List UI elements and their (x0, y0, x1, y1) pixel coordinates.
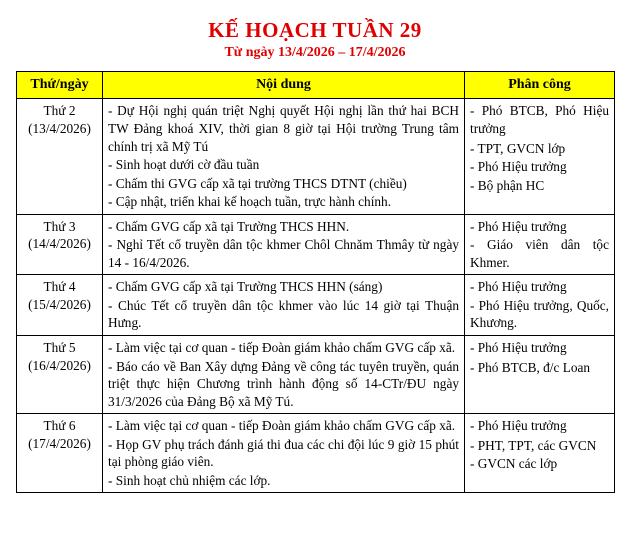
assignment-line: - TPT, GVCN lớp (470, 140, 566, 156)
assignment-cell (465, 336, 615, 414)
day-name: Thứ 3 (43, 218, 76, 234)
table-header-row (17, 72, 615, 99)
column-header-assignment: Phân công (465, 72, 615, 99)
assignment-line: - Phó Hiệu trưởng (470, 418, 567, 434)
column-header-content: Nội dung (103, 72, 465, 99)
day-date: (17/4/2026) (28, 435, 91, 451)
content-line: - Chấm GVG cấp xã tại Trường THCS HHN. (108, 218, 350, 234)
content-line: - Cập nhật, triển khai kế hoạch tuần, trực hành chính. (108, 194, 392, 210)
content-line: - Chấm thi GVG cấp xã tại trường THCS DTNT (chiều) (108, 175, 407, 191)
content-line: - Chấm GVG cấp xã tại Trường THCS HHN (sáng) (108, 279, 383, 295)
day-date: (14/4/2026) (28, 236, 91, 252)
content-line: - Họp GV phụ trách đánh giá thi đua các chi đội lúc 9 giờ 15 phút tại phòng giáo viên. (108, 436, 459, 470)
content-cell (103, 275, 465, 336)
day-cell (17, 414, 103, 493)
day-cell (17, 336, 103, 414)
content-line: - Báo cáo về Ban Xây dựng Đảng về công tác tuyên truyền, quán triệt thực hiện Chương trình hành động số 14-CTr/ĐU ngày 31/3/2026 của Đảng Bộ xã Mỹ Tú. (108, 358, 459, 409)
day-cell (17, 275, 103, 336)
content-line: - Sinh hoạt chủ nhiệm các lớp. (108, 472, 271, 488)
assignment-cell (465, 99, 615, 214)
assignment-line: - Phó Hiệu trưởng (470, 279, 567, 295)
table-row (17, 414, 615, 493)
day-date: (16/4/2026) (28, 357, 91, 373)
assignment-line: - Phó Hiệu trưởng (470, 159, 567, 175)
table-row (17, 336, 615, 414)
table-row (17, 275, 615, 336)
assignment-cell (465, 414, 615, 493)
assignment-line: - Giáo viên dân tộc Khmer. (470, 237, 609, 270)
content-line: - Chúc Tết cổ truyền dân tộc khmer vào lúc 14 giờ tại Thuận Hưng. (108, 297, 459, 331)
assignment-line: - Phó Hiệu trưởng (470, 340, 567, 356)
day-cell (17, 99, 103, 214)
content-line: - Nghỉ Tết cổ truyền dân tộc khmer Chôl Chnăm Thmây từ ngày 14 - 16/4/2026. (108, 237, 459, 270)
table-row (17, 99, 615, 214)
content-cell (103, 214, 465, 275)
assignment-line: - PHT, TPT, các GVCN (470, 437, 597, 453)
day-date: (13/4/2026) (28, 121, 91, 137)
content-line: - Sinh hoạt dưới cờ đầu tuần (108, 157, 260, 173)
day-cell (17, 214, 103, 275)
content-line: - Làm việc tại cơ quan - tiếp Đoàn giám khảo chấm GVG cấp xã. (108, 340, 456, 356)
content-line: - Dự Hội nghị quán triệt Nghị quyết Hội nghị lần thứ hai BCH TW Đảng khoá XIV, thời gian 8 giờ tại Hội trường Trung tâm chính trị xã Mỹ Tú (108, 103, 459, 154)
assignment-line: - Phó BTCB, Phó Hiệu trưởng (470, 103, 609, 137)
assignment-cell (465, 275, 615, 336)
assignment-line: - Phó BTCB, đ/c Loan (470, 359, 591, 375)
day-date: (15/4/2026) (28, 296, 91, 312)
assignment-line: - GVCN các lớp (470, 456, 558, 472)
day-name: Thứ 6 (43, 418, 76, 434)
content-cell (103, 99, 465, 214)
day-name: Thứ 5 (43, 340, 76, 356)
assignment-cell (465, 214, 615, 275)
weekly-plan-table (16, 71, 615, 493)
content-cell (103, 414, 465, 493)
page-title: KẾ HOẠCH TUẦN 29 (208, 18, 422, 42)
content-cell (103, 336, 465, 414)
assignment-line: - Phó Hiệu trưởng (470, 218, 567, 234)
table-row (17, 214, 615, 275)
assignment-line: - Bộ phận HC (470, 177, 545, 193)
assignment-line: - Phó Hiệu trưởng, Quốc, Khương. (470, 297, 609, 331)
day-name: Thứ 4 (43, 279, 76, 295)
page-subtitle: Từ ngày 13/4/2026 – 17/4/2026 (224, 45, 406, 60)
day-name: Thứ 2 (43, 103, 76, 119)
content-line: - Làm việc tại cơ quan - tiếp Đoàn giám khảo chấm GVG cấp xã. (108, 418, 456, 434)
column-header-day: Thứ/ngày (17, 72, 103, 99)
